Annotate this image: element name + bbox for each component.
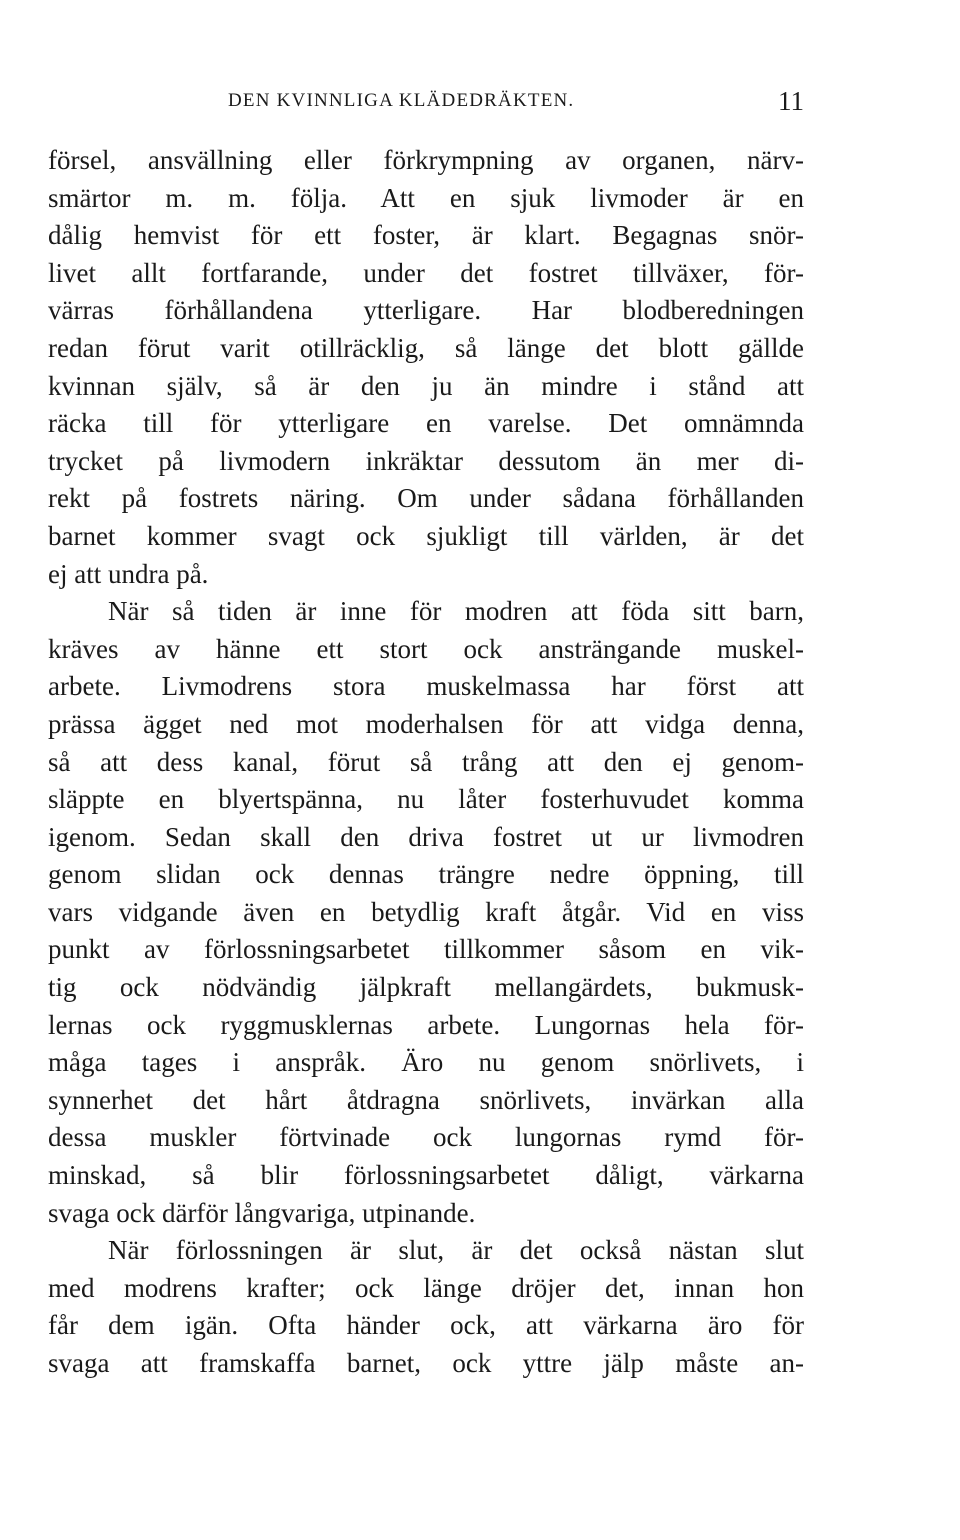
text-line: med modrens krafter; ock länge dröjer det, innan hon <box>48 1272 804 1303</box>
text-line: punkt av förlossningsarbetet tillkommer såsom en vik- <box>48 934 804 965</box>
text-line: dålig hemvist för ett foster, är klart. Begagnas snör- <box>48 220 804 251</box>
text-line: smärtor m. m. följa. Att en sjuk livmoder är en <box>48 182 804 213</box>
text-line: försel, ansvällning eller förkrympning av organen, närv- <box>48 145 804 175</box>
text-line: värras förhållandena ytterligare. Har blodberedningen <box>48 295 804 326</box>
paragraph-start-line: När så tiden är inne för modren att föda sitt barn, <box>108 596 804 627</box>
text-line: barnet kommer svagt ock sjukligt till världen, är det <box>48 520 804 551</box>
paragraph-end-line: svaga ock därför långvariga, utpinande. <box>48 1197 476 1228</box>
text-line: redan förut varit otillräcklig, så länge det blott gällde <box>48 332 804 363</box>
text-line: svaga att framskaffa barnet, ock yttre jälp måste an- <box>48 1348 804 1378</box>
page-number: 11 <box>778 86 804 116</box>
text-line: synnerhet det hårt åtdragna snörlivets, invärkan alla <box>48 1084 804 1115</box>
body-text <box>48 142 804 1383</box>
text-line: prässa ägget ned mot moderhalsen för att vidga denna, <box>48 708 804 739</box>
text-line: genom slidan ock dennas trängre nedre öppning, till <box>48 859 804 890</box>
text-line: minskad, så blir förlossningsarbetet dåligt, värkarna <box>48 1160 804 1191</box>
text-line: dessa muskler förtvinade ock lungornas rymd för- <box>48 1122 804 1153</box>
text-line: vars vidgande även en betydlig kraft åtgår. Vid en viss <box>48 896 804 927</box>
text-line: kräves av hänne ett stort ock ansträngande muskel- <box>48 633 804 664</box>
text-line: arbete. Livmodrens stora muskelmassa har först att <box>48 671 804 702</box>
text-line: igenom. Sedan skall den driva fostret ut ur livmodren <box>48 821 804 852</box>
text-line: så att dess kanal, förut så trång att den ej genom- <box>48 746 804 777</box>
text-line: rekt på fostrets näring. Om under sådana förhållanden <box>48 483 804 514</box>
text-line: trycket på livmodern inkräktar dessutom än mer di- <box>48 445 804 476</box>
text-line: släppte en blyertspänna, nu låter fosterhuvudet komma <box>48 784 804 815</box>
text-line: livet allt fortfarande, under det fostret tillväxer, för- <box>48 257 804 288</box>
text-line: tig ock nödvändig jälpkraft mellangärdets, bukmusk- <box>48 972 804 1003</box>
text-line: räcka till för ytterligare en varelse. Det omnämnda <box>48 408 804 439</box>
running-head <box>48 86 804 118</box>
paragraph-end-line: ej att undra på. <box>48 558 209 589</box>
text-line: får dem igän. Ofta händer ock, att värkarna äro för <box>48 1310 804 1341</box>
text-line: lernas ock ryggmusklernas arbete. Lungornas hela för- <box>48 1009 804 1040</box>
text-line: kvinnan själv, så är den ju än mindre i stånd att <box>48 370 804 401</box>
paragraph-start-line: När förlossningen är slut, är det också nästan slut <box>108 1235 804 1266</box>
running-title: DEN KVINNLIGA KLÄDEDRÄKTEN. <box>228 90 575 111</box>
text-line: måga tages i anspråk. Äro nu genom snörlivets, i <box>48 1047 804 1078</box>
